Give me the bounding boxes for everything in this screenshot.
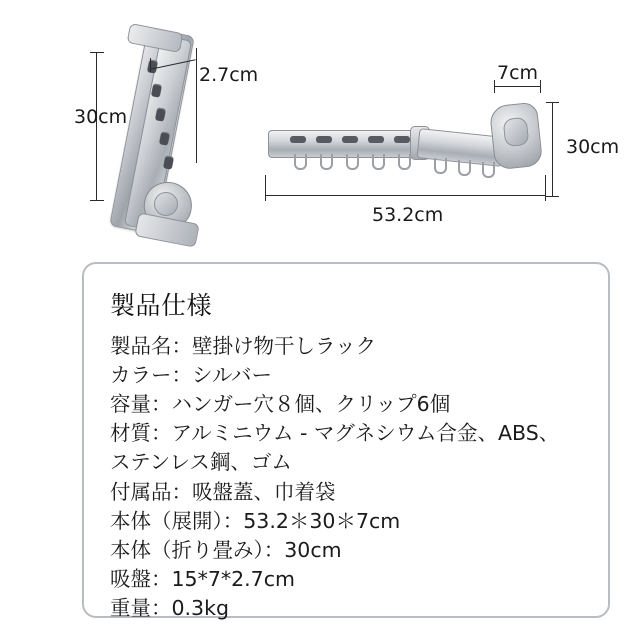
product-diagram (0, 0, 640, 258)
dimension-leader-line (196, 55, 197, 163)
spec-row: 重量：0.3kg (110, 595, 229, 620)
dimension-tick (265, 175, 266, 201)
spec-row: ステンレス鋼、ゴム (110, 450, 292, 475)
dimension-tick (545, 175, 546, 201)
spec-row: 製品名：壁掛け物干しラック (110, 334, 377, 358)
clip-hook (372, 154, 385, 170)
dimension-label-right-height: 30cm (566, 136, 620, 158)
clip-hook (346, 154, 359, 170)
folded-rack-illustration (108, 22, 218, 242)
hanger-slot (394, 136, 410, 143)
dimension-tick (90, 52, 104, 53)
clip-hook (320, 154, 333, 170)
dimension-line-right-depth (494, 86, 540, 87)
spec-title: 製品仕様 (110, 291, 213, 320)
extended-rack-illustration (268, 100, 558, 200)
hanger-slot (368, 136, 384, 143)
clip-hook (482, 162, 495, 178)
dimension-tick (546, 102, 559, 103)
spec-row: 付属品：吸盤蓋、巾着袋 (110, 479, 336, 504)
spec-row: 容量：ハンガー穴８個、クリップ6個 (110, 392, 451, 417)
hanger-slot (342, 136, 358, 143)
spec-row: 本体（展開）：53.2＊30＊7cm (110, 508, 401, 533)
dimension-tick (494, 80, 495, 93)
dimension-line-right-width (265, 195, 545, 196)
dimension-label-right-width: 53.2cm (372, 204, 444, 226)
dimension-line-right-height (552, 102, 553, 196)
dimension-tick (540, 80, 541, 93)
dimension-label-right-depth: 7cm (497, 62, 539, 84)
clip-hook (398, 154, 411, 170)
rack-foot (134, 212, 199, 247)
dimension-tick (90, 200, 104, 201)
dimension-tick (150, 58, 151, 72)
clip-hook (294, 154, 307, 170)
clip-hook (458, 160, 471, 176)
dimension-label-left-depth: 2.7cm (199, 64, 259, 86)
clip-hook (434, 158, 447, 174)
spec-row: 吸盤：15*7*2.7cm (110, 566, 295, 591)
hanger-slot (316, 136, 332, 143)
suction-cup-center (154, 192, 178, 216)
hanger-hole (163, 155, 174, 169)
product-spec-card (82, 262, 610, 618)
dimension-tick (546, 196, 559, 197)
dimension-label-left-height: 30cm (74, 106, 128, 128)
spec-row: 材質：アルミニウム - マグネシウム合金、ABS、 (110, 421, 560, 446)
suction-cup-head-center (503, 117, 530, 147)
spec-row: 本体（折り畳み）：30cm (110, 537, 342, 562)
hanger-slot (290, 136, 306, 143)
spec-row: カラー：シルバー (110, 363, 273, 388)
